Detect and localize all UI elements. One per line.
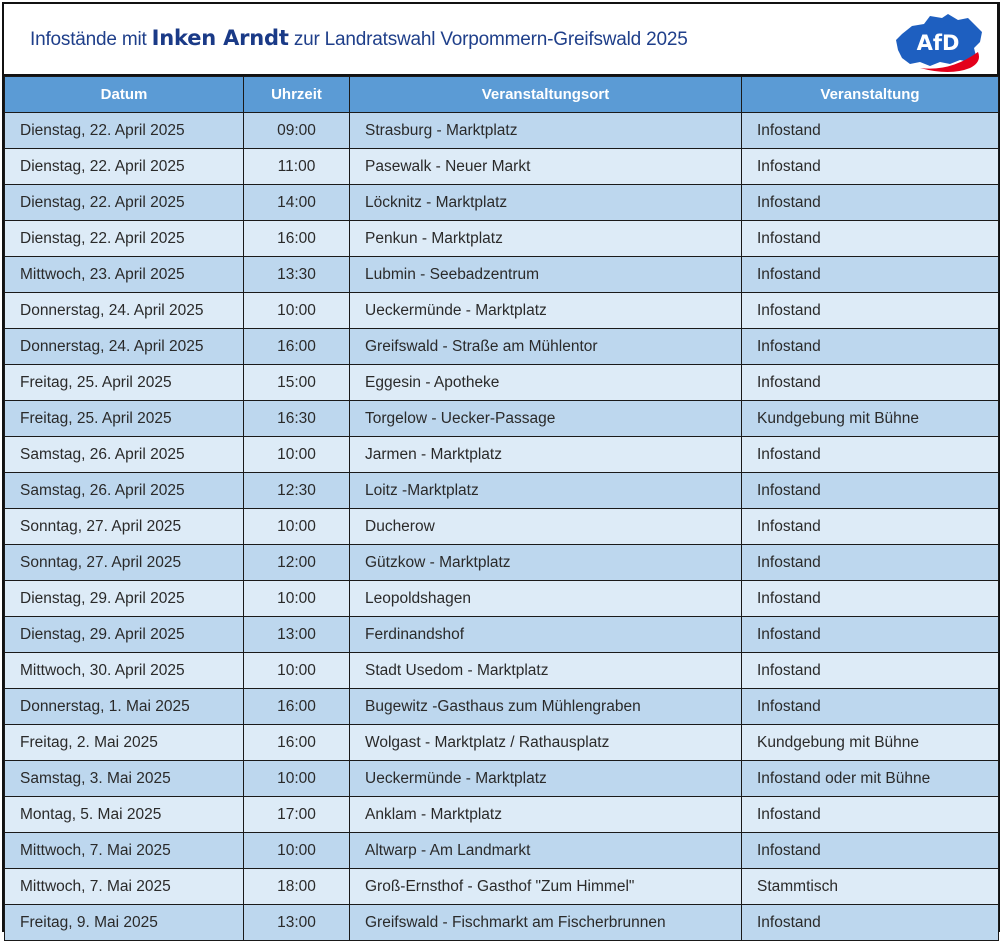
table-row xyxy=(5,149,999,185)
table-row xyxy=(5,365,999,401)
time-cell: 10:00 xyxy=(244,293,350,329)
table-row xyxy=(5,689,999,725)
time-cell: 13:00 xyxy=(244,905,350,941)
table-row xyxy=(5,869,999,905)
time-cell: 15:00 xyxy=(244,365,350,401)
location-cell: Lubmin - Seebadzentrum xyxy=(350,257,742,293)
event-cell: Stammtisch xyxy=(742,869,999,905)
location-cell: Groß-Ernsthof - Gasthof "Zum Himmel" xyxy=(350,869,742,905)
event-cell: Infostand xyxy=(742,689,999,725)
column-header-location: Veranstaltungsort xyxy=(350,77,742,113)
table-row xyxy=(5,725,999,761)
date-cell: Donnerstag, 24. April 2025 xyxy=(5,293,244,329)
time-cell: 13:00 xyxy=(244,617,350,653)
date-cell: Donnerstag, 24. April 2025 xyxy=(5,329,244,365)
location-cell: Stadt Usedom - Marktplatz xyxy=(350,653,742,689)
time-cell: 12:00 xyxy=(244,545,350,581)
location-cell: Leopoldshagen xyxy=(350,581,742,617)
date-cell: Montag, 5. Mai 2025 xyxy=(5,797,244,833)
location-cell: Jarmen - Marktplatz xyxy=(350,437,742,473)
location-cell: Ueckermünde - Marktplatz xyxy=(350,761,742,797)
schedule-document xyxy=(2,2,1000,932)
table-row xyxy=(5,617,999,653)
event-cell: Infostand xyxy=(742,545,999,581)
location-cell: Ducherow xyxy=(350,509,742,545)
event-cell: Infostand xyxy=(742,653,999,689)
location-cell: Loitz -Marktplatz xyxy=(350,473,742,509)
time-cell: 10:00 xyxy=(244,509,350,545)
location-cell: Bugewitz -Gasthaus zum Mühlengraben xyxy=(350,689,742,725)
event-cell: Infostand xyxy=(742,905,999,941)
date-cell: Mittwoch, 30. April 2025 xyxy=(5,653,244,689)
location-cell: Anklam - Marktplatz xyxy=(350,797,742,833)
table-row xyxy=(5,545,999,581)
table-row xyxy=(5,797,999,833)
location-cell: Altwarp - Am Landmarkt xyxy=(350,833,742,869)
time-cell: 16:00 xyxy=(244,221,350,257)
event-cell: Kundgebung mit Bühne xyxy=(742,725,999,761)
title-prefix: Infostände mit xyxy=(30,29,152,50)
table-header-row xyxy=(5,77,999,113)
table-body xyxy=(5,113,999,941)
time-cell: 17:00 xyxy=(244,797,350,833)
location-cell: Ferdinandshof xyxy=(350,617,742,653)
date-cell: Sonntag, 27. April 2025 xyxy=(5,545,244,581)
logo-text: AfD xyxy=(916,31,960,55)
location-cell: Torgelow - Uecker-Passage xyxy=(350,401,742,437)
location-cell: Greifswald - Fischmarkt am Fischerbrunnen xyxy=(350,905,742,941)
time-cell: 14:00 xyxy=(244,185,350,221)
date-cell: Mittwoch, 7. Mai 2025 xyxy=(5,833,244,869)
date-cell: Dienstag, 22. April 2025 xyxy=(5,185,244,221)
location-cell: Pasewalk - Neuer Markt xyxy=(350,149,742,185)
column-header-time: Uhrzeit xyxy=(244,77,350,113)
column-header-date: Datum xyxy=(5,77,244,113)
table-row xyxy=(5,185,999,221)
table-row xyxy=(5,761,999,797)
table-row xyxy=(5,401,999,437)
table-row xyxy=(5,581,999,617)
table-row xyxy=(5,437,999,473)
table-row xyxy=(5,509,999,545)
time-cell: 16:00 xyxy=(244,725,350,761)
event-cell: Infostand oder mit Bühne xyxy=(742,761,999,797)
event-cell: Infostand xyxy=(742,509,999,545)
event-cell: Infostand xyxy=(742,617,999,653)
date-cell: Dienstag, 22. April 2025 xyxy=(5,149,244,185)
document-title xyxy=(30,26,688,51)
event-cell: Infostand xyxy=(742,365,999,401)
event-cell: Infostand xyxy=(742,833,999,869)
event-cell: Infostand xyxy=(742,149,999,185)
date-cell: Sonntag, 27. April 2025 xyxy=(5,509,244,545)
date-cell: Mittwoch, 23. April 2025 xyxy=(5,257,244,293)
date-cell: Dienstag, 29. April 2025 xyxy=(5,581,244,617)
time-cell: 13:30 xyxy=(244,257,350,293)
time-cell: 16:00 xyxy=(244,689,350,725)
document-header xyxy=(4,4,997,76)
date-cell: Dienstag, 22. April 2025 xyxy=(5,221,244,257)
time-cell: 10:00 xyxy=(244,761,350,797)
time-cell: 18:00 xyxy=(244,869,350,905)
date-cell: Samstag, 26. April 2025 xyxy=(5,473,244,509)
location-cell: Strasburg - Marktplatz xyxy=(350,113,742,149)
table-row xyxy=(5,905,999,941)
table-row xyxy=(5,473,999,509)
event-cell: Infostand xyxy=(742,797,999,833)
location-cell: Ueckermünde - Marktplatz xyxy=(350,293,742,329)
time-cell: 11:00 xyxy=(244,149,350,185)
event-cell: Infostand xyxy=(742,293,999,329)
time-cell: 16:00 xyxy=(244,329,350,365)
location-cell: Löcknitz - Marktplatz xyxy=(350,185,742,221)
event-table xyxy=(4,76,999,941)
date-cell: Freitag, 2. Mai 2025 xyxy=(5,725,244,761)
event-cell: Infostand xyxy=(742,437,999,473)
date-cell: Samstag, 26. April 2025 xyxy=(5,437,244,473)
date-cell: Freitag, 25. April 2025 xyxy=(5,401,244,437)
table-row xyxy=(5,833,999,869)
location-cell: Greifswald - Straße am Mühlentor xyxy=(350,329,742,365)
time-cell: 10:00 xyxy=(244,581,350,617)
table-row xyxy=(5,329,999,365)
date-cell: Dienstag, 22. April 2025 xyxy=(5,113,244,149)
party-logo-icon xyxy=(890,12,986,74)
event-cell: Infostand xyxy=(742,329,999,365)
time-cell: 16:30 xyxy=(244,401,350,437)
table-row xyxy=(5,113,999,149)
event-cell: Kundgebung mit Bühne xyxy=(742,401,999,437)
date-cell: Donnerstag, 1. Mai 2025 xyxy=(5,689,244,725)
time-cell: 09:00 xyxy=(244,113,350,149)
table-row xyxy=(5,221,999,257)
date-cell: Dienstag, 29. April 2025 xyxy=(5,617,244,653)
date-cell: Freitag, 25. April 2025 xyxy=(5,365,244,401)
time-cell: 10:00 xyxy=(244,653,350,689)
time-cell: 10:00 xyxy=(244,833,350,869)
event-cell: Infostand xyxy=(742,473,999,509)
table-row xyxy=(5,653,999,689)
candidate-name: Inken Arndt xyxy=(151,26,289,50)
date-cell: Mittwoch, 7. Mai 2025 xyxy=(5,869,244,905)
event-cell: Infostand xyxy=(742,581,999,617)
event-cell: Infostand xyxy=(742,113,999,149)
location-cell: Wolgast - Marktplatz / Rathausplatz xyxy=(350,725,742,761)
event-cell: Infostand xyxy=(742,257,999,293)
event-cell: Infostand xyxy=(742,185,999,221)
location-cell: Penkun - Marktplatz xyxy=(350,221,742,257)
table-row xyxy=(5,293,999,329)
time-cell: 12:30 xyxy=(244,473,350,509)
title-suffix: zur Landratswahl Vorpommern-Greifswald 2025 xyxy=(288,29,688,50)
location-cell: Eggesin - Apotheke xyxy=(350,365,742,401)
date-cell: Freitag, 9. Mai 2025 xyxy=(5,905,244,941)
column-header-event: Veranstaltung xyxy=(742,77,999,113)
date-cell: Samstag, 3. Mai 2025 xyxy=(5,761,244,797)
time-cell: 10:00 xyxy=(244,437,350,473)
location-cell: Gützkow - Marktplatz xyxy=(350,545,742,581)
event-cell: Infostand xyxy=(742,221,999,257)
table-row xyxy=(5,257,999,293)
